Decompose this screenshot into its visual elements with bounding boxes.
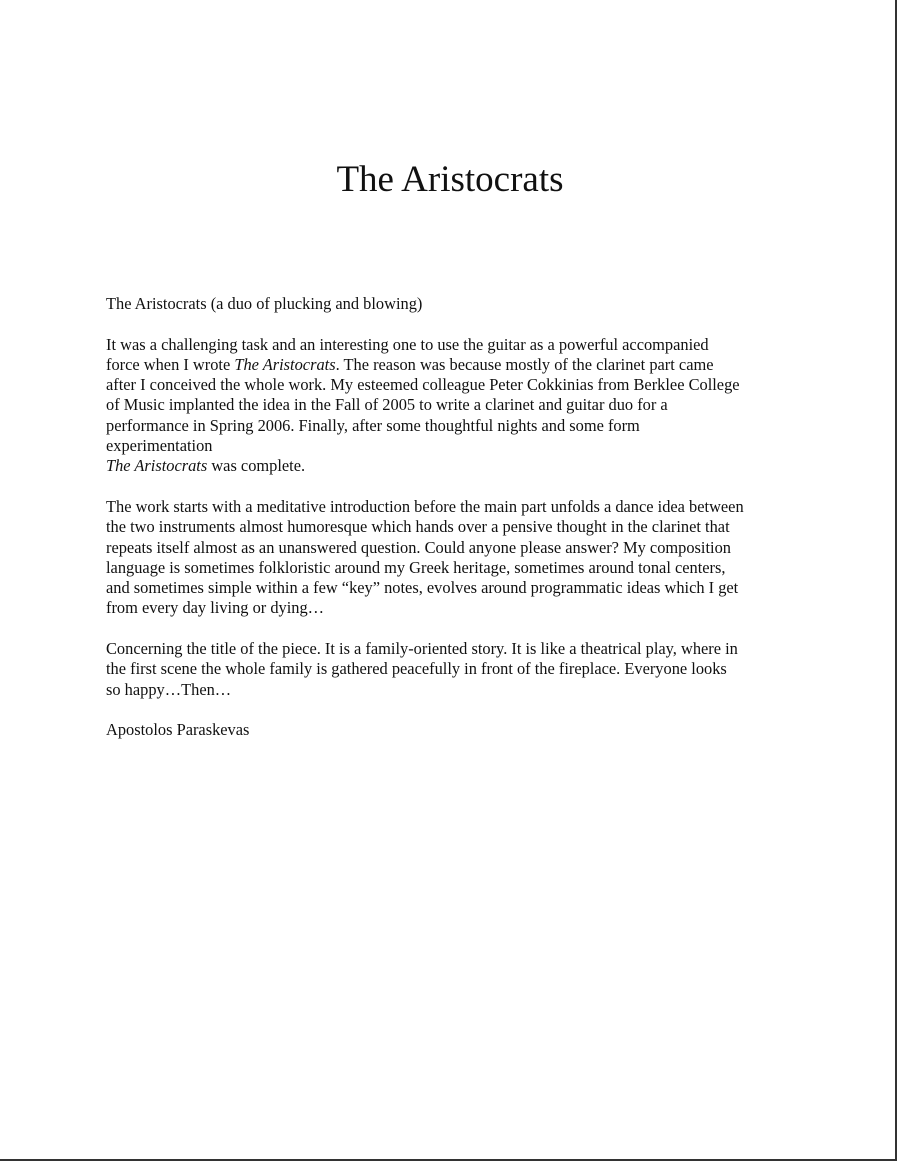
paragraph-3-line-1: Concerning the title of the piece. It is a family-oriented story. It is like a theatrical play, where in: [106, 639, 738, 659]
subtitle-line: The Aristocrats (a duo of plucking and blowing): [106, 294, 423, 313]
document-body: [106, 294, 806, 761]
work-title-italic: The Aristocrats: [106, 456, 208, 476]
paragraph-1-line-4: of Music implanted the idea in the Fall of 2005 to write a clarinet and guitar duo for a: [106, 395, 668, 415]
paragraph-1-line-7: [106, 456, 806, 476]
paragraph-2-line-6: from every day living or dying…: [106, 598, 325, 618]
paragraph-1-line-2-part-b: . The reason was because mostly of the clarinet part came: [335, 354, 714, 374]
paragraph-2-line-5: and sometimes simple within a few “key” notes, evolves around programmatic ideas which I get: [106, 578, 739, 598]
paragraph-2-line-1: The work starts with a meditative introduction before the main part unfolds a dance idea between: [106, 496, 744, 516]
paragraph-3: [106, 639, 806, 700]
paragraph-1-line-2: [106, 355, 806, 375]
paragraph-1-line-2-part-a: force when I wrote: [106, 354, 235, 374]
paragraph-1-line-5: performance in Spring 2006. Finally, after some thoughtful nights and some form: [106, 415, 640, 435]
subtitle: [106, 294, 806, 314]
paragraph-1-line-1: It was a challenging task and an interesting one to use the guitar as a powerful accompanied: [106, 334, 709, 354]
paragraph-3-line-3: so happy…Then…: [106, 679, 232, 699]
paragraph-2-line-3: repeats itself almost as an unanswered question. Could anyone please answer? My composition: [106, 537, 731, 557]
paragraph-1-line-3: after I conceived the whole work. My esteemed colleague Peter Cokkinias from Berklee College: [106, 375, 740, 395]
paragraph-2: [106, 497, 806, 619]
author-name: Apostolos Paraskevas: [106, 720, 250, 740]
page-title: The Aristocrats: [336, 159, 564, 200]
paragraph-2-line-4: language is sometimes folkloristic around my Greek heritage, sometimes around tonal centers,: [106, 557, 726, 577]
signature: [106, 720, 806, 740]
paragraph-1-line-6: experimentation: [106, 436, 213, 456]
paragraph-2-line-2: the two instruments almost humoresque which hands over a pensive thought in the clarinet that: [106, 517, 730, 537]
paragraph-1-line-7-part-b: was complete.: [207, 456, 306, 476]
paragraph-1: [106, 335, 806, 477]
work-title-italic: The Aristocrats: [234, 354, 336, 374]
paragraph-3-line-2: the first scene the whole family is gathered peacefully in front of the fireplace. Everyone looks: [106, 659, 727, 679]
